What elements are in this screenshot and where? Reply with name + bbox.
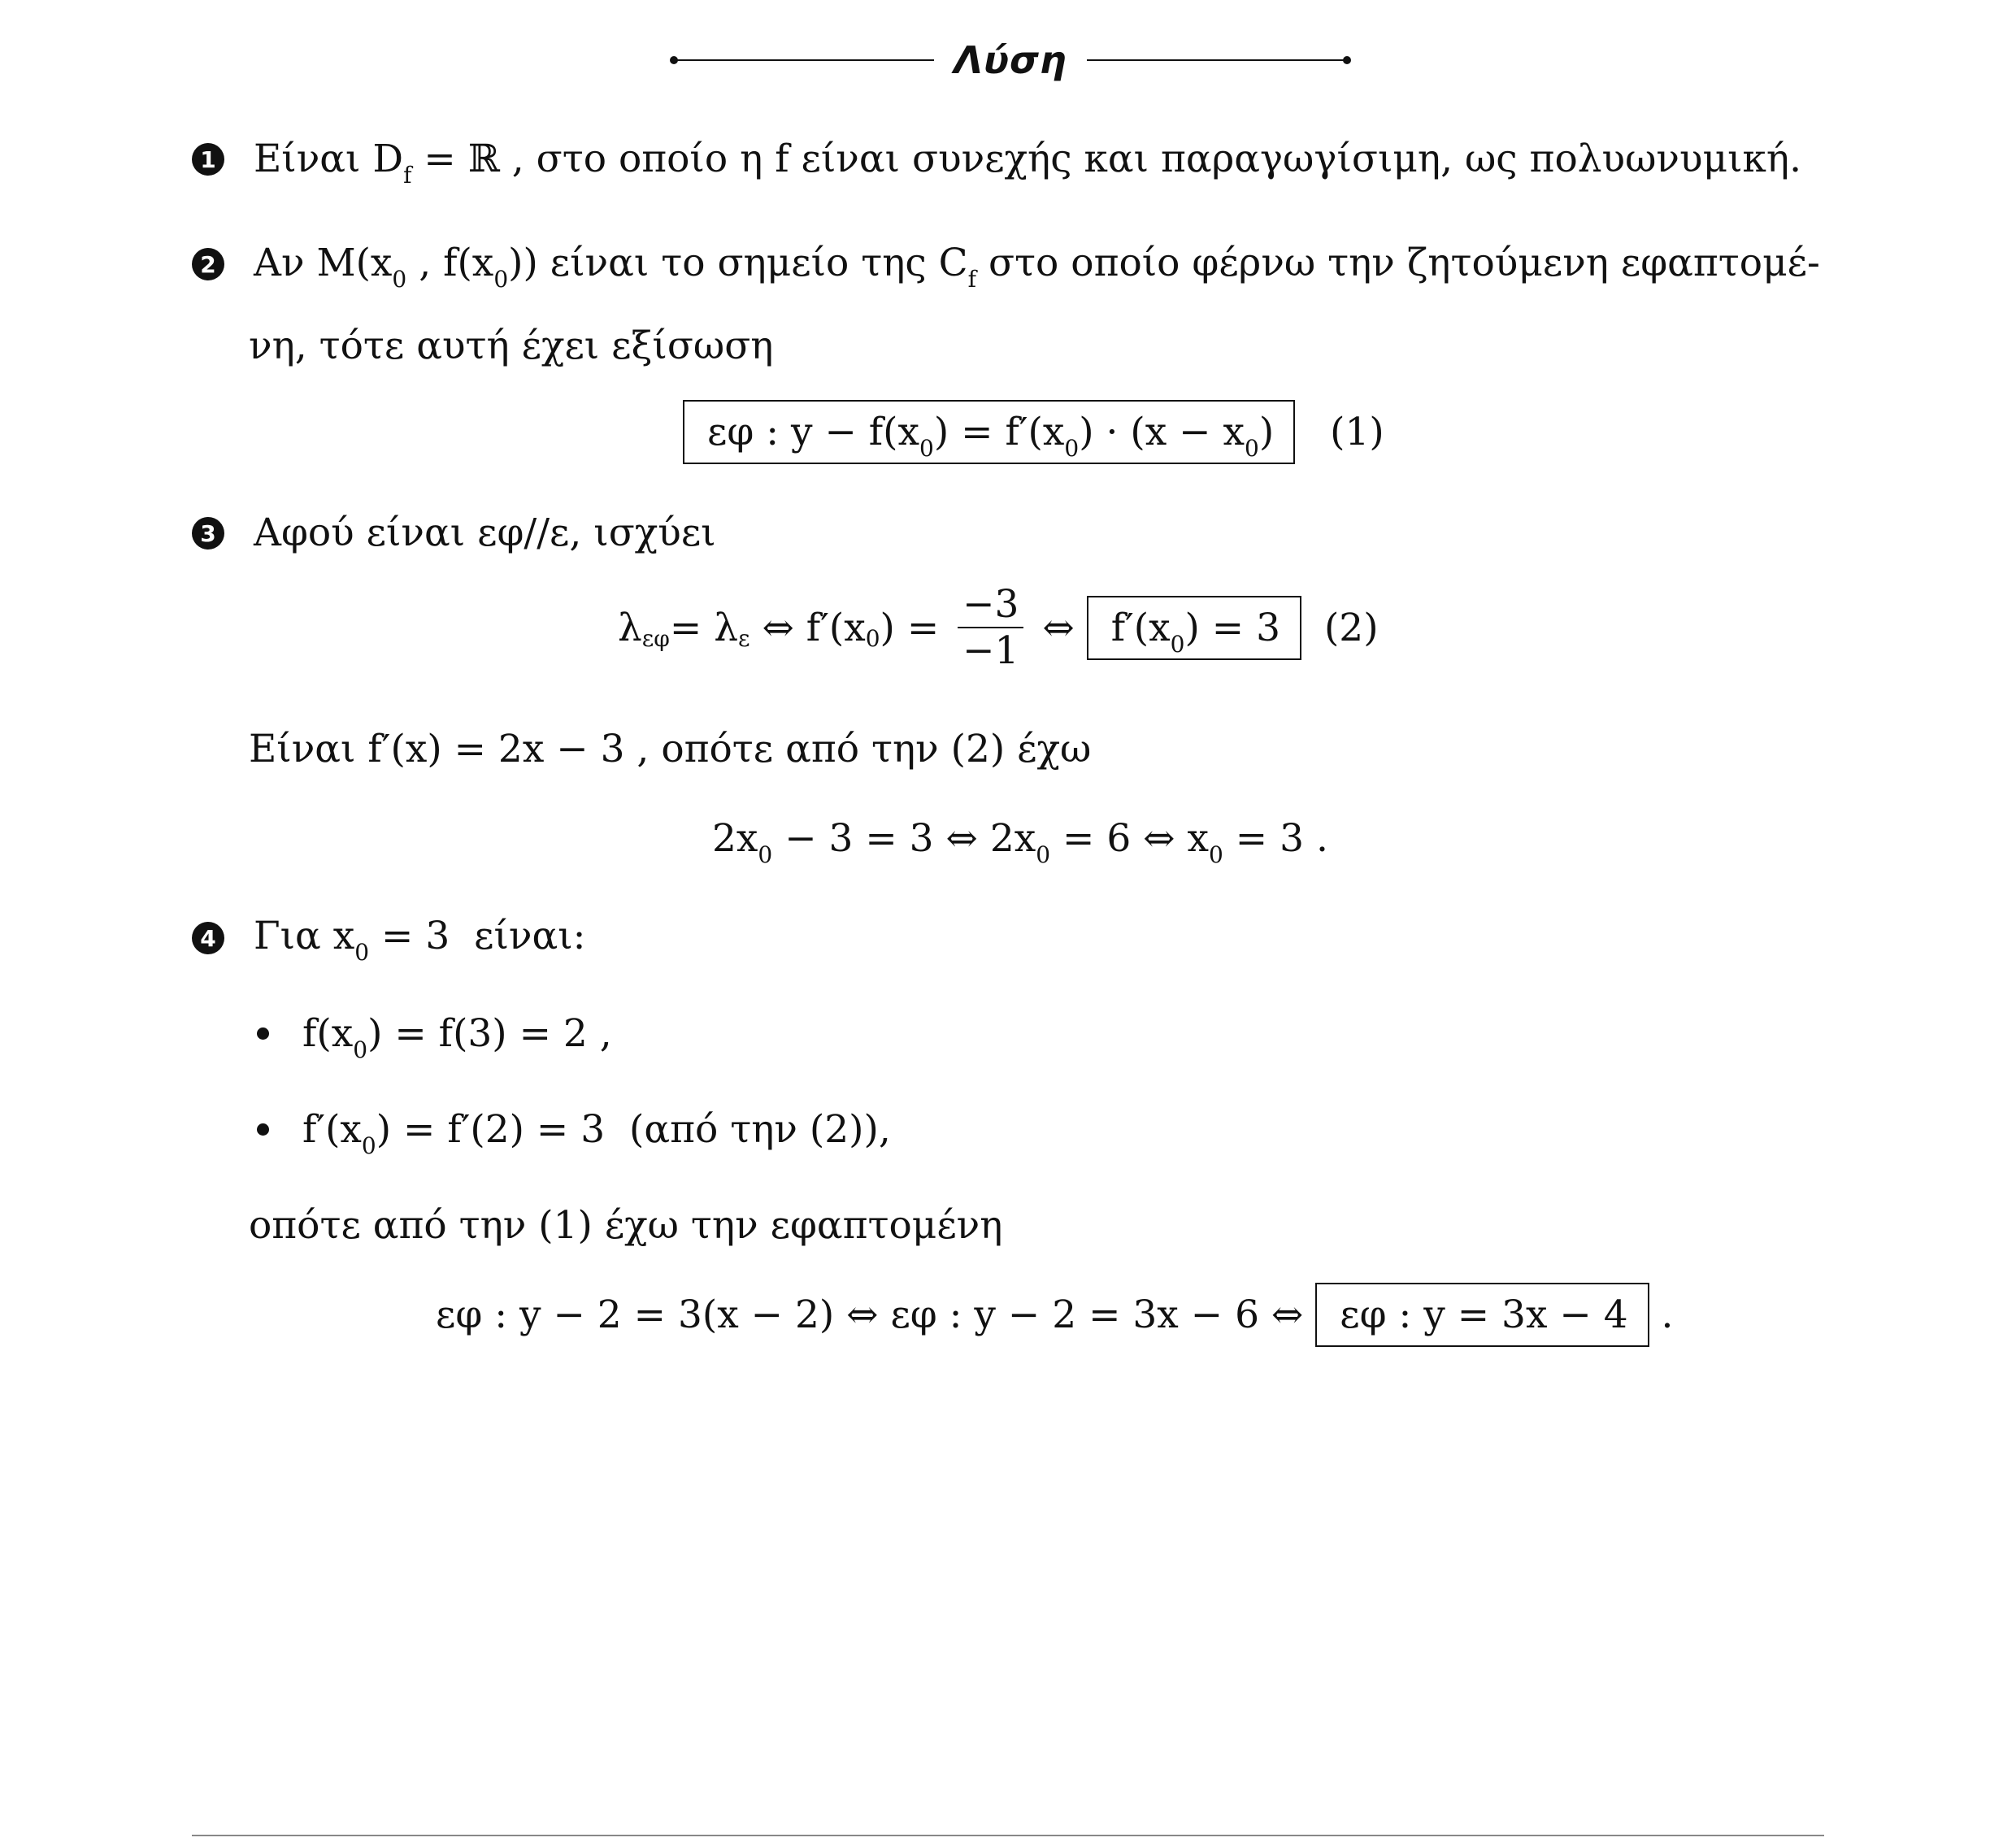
step-2-number: 2	[192, 248, 224, 280]
step-2-eq-sub2: 0	[1064, 435, 1080, 462]
step-3-solve-c: = 6 ⇔ x	[1050, 816, 1210, 861]
step-3-eq-iff: ⇔	[1030, 605, 1087, 650]
step-2-line-1	[254, 241, 1820, 293]
step-3-number: 3	[192, 517, 224, 550]
step-2-eq-d: )	[1258, 410, 1275, 454]
step-3-solve-sub2: 0	[1036, 841, 1051, 868]
step-4-intro-b: = 3 είναι:	[369, 914, 586, 958]
step-4-b2-sub: 0	[361, 1132, 376, 1159]
step-3-equation	[618, 582, 1379, 673]
fraction-denominator: −1	[962, 628, 1019, 673]
header-rule-left	[673, 59, 934, 61]
solution-header	[673, 36, 1348, 85]
step-3-derivative: Είναι f′(x) = 2x − 3 , οπότε από την (2) έχω	[249, 727, 1092, 771]
step-4-b1-a: f(x	[302, 1011, 354, 1056]
step-2-eq-sub1: 0	[919, 435, 934, 462]
step-4-intro	[254, 914, 586, 966]
step-3-result-box	[1087, 596, 1301, 660]
step-3-eq-sub-e: ε	[738, 625, 750, 652]
step-3-solve-b: − 3 = 3 ⇔ 2x	[772, 816, 1036, 861]
step-2-line1-d: στο οποίο φέρνω την ζητούμενη εφαπτομέ-	[976, 241, 1820, 285]
step-3-box-sub: 0	[1170, 630, 1185, 658]
step-3-intro: Αφού είναι εφ//ε, ισχύει	[254, 510, 716, 555]
step-2-line1-sub1: 0	[392, 266, 407, 293]
solution-title: Λύση	[954, 38, 1067, 82]
step-4-intro-sub: 0	[354, 939, 370, 966]
step-3-solve-sub1: 0	[758, 841, 773, 868]
step-2-line1-a: Αν M(x	[254, 241, 393, 285]
step-3-eq-then2: ) =	[880, 605, 952, 650]
step-2-eq-sub3: 0	[1244, 435, 1259, 462]
step-4-b1-sub: 0	[353, 1036, 368, 1063]
step-4-bullet-2	[302, 1107, 891, 1159]
step-3-eq-lambda1: λ	[618, 605, 642, 650]
bullet-1	[257, 1027, 269, 1040]
step-4-final-end: .	[1649, 1292, 1674, 1337]
step-3-box-a: f′(x	[1110, 605, 1171, 650]
step-2-line1-c: )) είναι το σημείο της C	[508, 241, 968, 285]
step-2-line1-b: , f(x	[406, 241, 494, 285]
step-4-final-equation	[436, 1283, 1674, 1347]
step-3-fraction	[958, 582, 1023, 673]
step-1-number: 1	[192, 143, 224, 176]
fraction-numerator: −3	[958, 585, 1023, 628]
step-2-line1-sub2: 0	[493, 266, 509, 293]
equation-label-2: (2)	[1323, 605, 1379, 650]
footer-rule	[192, 1835, 1824, 1836]
step-2-eq-c: ) · (x − x	[1079, 410, 1245, 454]
step-4-number: 4	[192, 922, 224, 954]
step-4-bullet-1	[302, 1011, 612, 1063]
step-4-final-a: εφ : y − 2 = 3(x − 2) ⇔ εφ : y − 2 = 3x − 6 ⇔	[436, 1292, 1316, 1337]
bullet-2	[257, 1123, 269, 1136]
step-1-text-a: Είναι D	[254, 137, 404, 181]
step-4-b2-a: f′(x	[302, 1107, 362, 1152]
final-answer-box: εφ : y = 3x − 4	[1315, 1283, 1649, 1347]
step-3-eq-then: ⇔ f′(x	[749, 605, 866, 650]
step-3-solve-d: = 3 .	[1223, 816, 1328, 861]
step-2-eq-b: ) = f′(x	[933, 410, 1065, 454]
step-3-eq-sub-ef: εφ	[641, 625, 670, 652]
step-3-solve	[712, 816, 1328, 868]
step-3-solve-a: 2x	[712, 816, 758, 861]
step-2-line1-sub3: f	[967, 266, 977, 293]
header-rule-right	[1087, 59, 1348, 61]
step-3-eq-sub0: 0	[865, 625, 880, 652]
step-2-line-2: νη, τότε αυτή έχει εξίσωση	[249, 324, 774, 368]
step-1-text	[254, 137, 1802, 189]
step-3-solve-sub3: 0	[1209, 841, 1223, 868]
step-2-equation	[683, 400, 1384, 464]
step-4-b1-b: ) = f(3) = 2 ,	[367, 1011, 612, 1056]
step-3-eq-mid: = λ	[669, 605, 739, 650]
step-4-b2-b: ) = f′(2) = 3 (από την (2)),	[376, 1107, 891, 1152]
step-1-sub-f: f	[403, 162, 412, 189]
step-4-intro-a: Για x	[254, 914, 355, 958]
equation-label-1: (1)	[1330, 410, 1384, 454]
step-2-equation-box	[683, 400, 1295, 464]
step-2-eq-a: εφ : y − f(x	[707, 410, 920, 454]
step-1-text-b: = ℝ , στο οποίο η f είναι συνεχής και παραγωγίσιμη, ως πολυωνυμική.	[411, 137, 1802, 181]
step-3-box-b: ) = 3	[1184, 605, 1280, 650]
step-4-outro: οπότε από την (1) έχω την εφαπτομένη	[249, 1203, 1003, 1248]
